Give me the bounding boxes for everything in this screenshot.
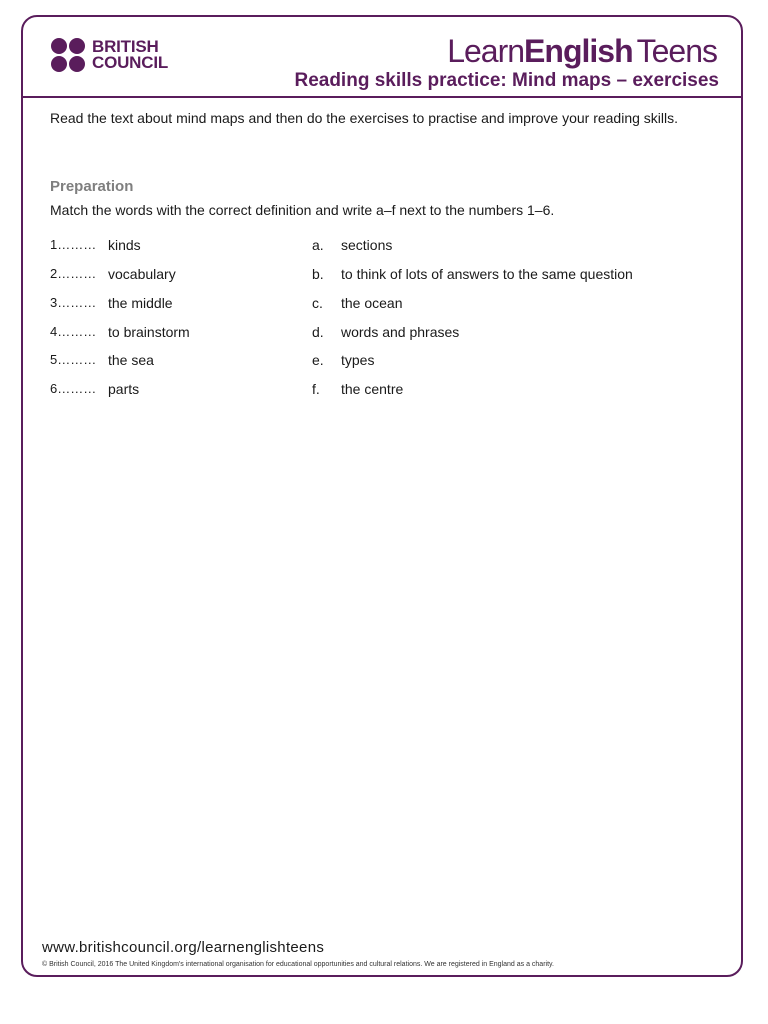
matching-row: [23, 379, 741, 399]
definition-text: the ocean: [341, 295, 403, 311]
definition-text: sections: [341, 237, 393, 253]
match-word: the sea: [108, 352, 154, 368]
footer-legal-text: © British Council, 2016 The United Kingdom's international organisation for educational opportunities and cultural relations. We are registered in England as a charity.: [42, 961, 554, 968]
section-heading-preparation: Preparation: [50, 178, 134, 195]
matching-row: [23, 293, 741, 313]
logo-dots-icon: [51, 38, 85, 72]
definition-letter: e.: [312, 352, 324, 368]
match-word: the middle: [108, 295, 173, 311]
page-frame: [21, 15, 743, 977]
definition-letter: c.: [312, 295, 323, 311]
match-word: to brainstorm: [108, 324, 190, 340]
intro-text: Read the text about mind maps and then do the exercises to practise and improve your reading skills.: [50, 110, 679, 126]
answer-blank: 4………: [50, 324, 97, 339]
definition-text: types: [341, 352, 375, 368]
definition-text: to think of lots of answers to the same question: [341, 266, 633, 282]
definition-text: the centre: [341, 381, 404, 397]
answer-blank: 2………: [50, 266, 97, 281]
british-council-logo: [51, 37, 168, 73]
matching-row: [23, 350, 741, 370]
matching-row: [23, 235, 741, 255]
document-title: Reading skills practice: Mind maps – exercises: [294, 70, 719, 91]
match-word: parts: [108, 381, 140, 397]
footer-url: www.britishcouncil.org/learnenglishteens: [42, 939, 325, 956]
match-word: kinds: [108, 237, 141, 253]
answer-blank: 6………: [50, 381, 97, 396]
learnenglish-teens-brand: LearnEnglish Teens: [447, 33, 717, 69]
definition-letter: b.: [312, 266, 324, 282]
logo-line-2: COUNCIL: [92, 53, 169, 72]
answer-blank: 1………: [50, 237, 97, 252]
answer-blank: 3………: [50, 295, 97, 310]
preparation-instruction: Match the words with the correct definition and write a–f next to the numbers 1–6.: [50, 202, 555, 218]
match-word: vocabulary: [108, 266, 176, 282]
matching-row: [23, 322, 741, 342]
definition-letter: a.: [312, 237, 324, 253]
definition-letter: d.: [312, 324, 324, 340]
page-header: [23, 17, 741, 98]
definition-letter: f.: [312, 381, 320, 397]
definition-text: words and phrases: [341, 324, 460, 340]
logo-line-1: BRITISH: [92, 37, 159, 56]
answer-blank: 5………: [50, 352, 97, 367]
matching-row: [23, 264, 741, 284]
